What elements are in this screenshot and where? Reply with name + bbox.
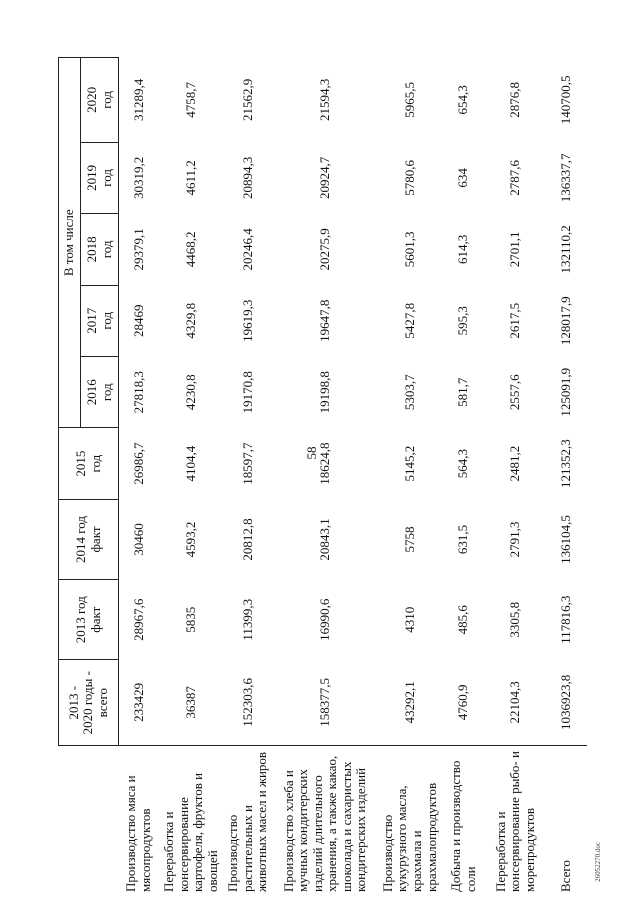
cell-value: 581,7 xyxy=(455,377,471,407)
cell-value: 31289,4 xyxy=(130,78,146,121)
row-label: Всего xyxy=(546,746,587,895)
cell-value: 43292,1 xyxy=(401,681,417,724)
cell-value: 136337,7 xyxy=(558,153,574,203)
cell-value: 18597,7 xyxy=(239,442,255,485)
cell-value: 20894,3 xyxy=(239,156,255,200)
table-row xyxy=(273,58,378,896)
cell-value: 128017,9 xyxy=(558,296,574,346)
header-2016-line1: 2016 xyxy=(83,379,99,406)
cell-value: 18624,8 xyxy=(316,442,332,485)
cell-value: 654,3 xyxy=(455,85,471,115)
cell-value: 30460 xyxy=(130,523,146,556)
cell-value: 11399,3 xyxy=(239,598,255,641)
cell-value: 2787,6 xyxy=(507,160,523,196)
cell-value: 36387 xyxy=(183,686,199,719)
cell-value: 5965,5 xyxy=(401,81,417,118)
header-2016-line2: год xyxy=(98,383,114,402)
header-2015-line1: 2015 xyxy=(72,450,88,477)
table-header xyxy=(59,58,119,896)
production-table xyxy=(58,57,587,895)
table-row xyxy=(485,58,546,896)
header-2017 xyxy=(81,285,119,356)
cell-value: 1036923,8 xyxy=(558,674,574,731)
cell-value: 233429 xyxy=(130,682,146,722)
table-row xyxy=(119,58,160,896)
row-label: Добыча и производство соли xyxy=(442,746,485,895)
cell-value: 140700,5 xyxy=(558,75,574,125)
cell-value: 614,3 xyxy=(455,234,471,264)
cell-value: 4611,2 xyxy=(183,160,199,196)
cell-value: 20843,1 xyxy=(316,518,332,561)
cell-value: 4329,8 xyxy=(183,302,199,339)
cell-value: 5601,3 xyxy=(401,231,417,268)
cell-value: 21562,9 xyxy=(239,78,255,121)
header-2018 xyxy=(81,214,119,285)
rotated-table-frame xyxy=(58,57,587,895)
cell-value: 132110,2 xyxy=(558,225,574,274)
cell-value: 2701,1 xyxy=(507,231,523,268)
cell-value: 5835 xyxy=(183,606,199,633)
cell-value: 5145,2 xyxy=(401,445,417,482)
header-2015-line2: год xyxy=(87,454,103,473)
cell-value: 117816,3 xyxy=(558,595,574,644)
header-total-line2: 2020 годы - xyxy=(80,671,96,735)
cell-value: 4468,2 xyxy=(183,231,199,268)
header-2013-line2: факт xyxy=(87,606,103,633)
cell-value: 20275,9 xyxy=(316,228,332,271)
header-2014-line2: факт xyxy=(87,526,103,553)
cell-value: 2617,5 xyxy=(507,302,523,339)
header-2019-line2: год xyxy=(98,169,114,187)
row-label: Производство хлеба и мучных кондитерских изделий длительного хранения, а также какао, шоколада и сахаристых кондитерских изделий xyxy=(273,746,378,895)
cell-value: 5303,7 xyxy=(401,374,417,411)
cell-value: 121352,3 xyxy=(558,439,574,489)
header-2020 xyxy=(81,58,119,143)
cell-value: 21594,3 xyxy=(316,78,332,121)
cell-value: 19647,8 xyxy=(316,299,332,342)
cell-value: 485,6 xyxy=(455,605,471,635)
row-label: Переработка и консервирование картофеля, фруктов и овощей xyxy=(159,746,224,895)
table-row-total xyxy=(546,58,587,896)
cell-value: 595,3 xyxy=(455,306,471,336)
cell-value: 16990,6 xyxy=(316,598,332,641)
cell-value: 4230,8 xyxy=(183,374,199,411)
cell-value: 19198,8 xyxy=(316,371,332,414)
cell-value: 125091,9 xyxy=(558,367,574,417)
cell-value: 2481,2 xyxy=(507,445,523,482)
cell-value: 19170,8 xyxy=(239,371,255,414)
header-including: В том числе xyxy=(59,58,81,428)
row-label: Производство кукурузного масла, крахмала и крахмалопродуктов xyxy=(378,746,443,895)
header-total xyxy=(59,660,119,746)
cell-value: 5427,8 xyxy=(401,302,417,339)
cell-value: 4760,9 xyxy=(455,684,471,721)
header-2016 xyxy=(81,357,119,428)
cell-value: 4104,4 xyxy=(183,445,199,482)
cell-value: 634 xyxy=(455,168,471,188)
cell-value: 2557,6 xyxy=(507,374,523,411)
cell-value: 29379,1 xyxy=(130,228,146,271)
header-2014-line1: 2014 год xyxy=(72,515,88,563)
cell-value: 3305,8 xyxy=(507,601,523,638)
row-label: Производство мяса и мясопродуктов xyxy=(119,746,160,895)
cell-value: 631,5 xyxy=(455,524,471,555)
header-total-line1: 2013 - xyxy=(65,685,81,720)
row-label: Производство растительных и животных масел и жиров xyxy=(224,746,273,895)
cell-value: 27818,3 xyxy=(130,371,146,414)
cell-value: 5758 xyxy=(401,526,417,553)
cell-value: 5780,6 xyxy=(401,160,417,196)
table-row xyxy=(224,58,273,896)
cell-value: 19619,3 xyxy=(239,299,255,342)
header-2019 xyxy=(81,142,119,213)
footer-file-code: 26052270.doc xyxy=(594,842,602,882)
table-body xyxy=(119,58,588,896)
header-total-line3: всего xyxy=(94,688,110,718)
cell-value: 20812,8 xyxy=(239,518,255,561)
header-2019-line1: 2019 xyxy=(83,164,99,191)
header-2014 xyxy=(59,499,119,579)
header-2013-line1: 2013 год xyxy=(72,596,88,644)
page-number: 58 xyxy=(304,446,319,460)
cell-value: 2791,3 xyxy=(507,521,523,558)
header-2018-line2: год xyxy=(98,240,114,259)
cell-value: 28967,6 xyxy=(130,598,146,641)
cell-value: 20924,7 xyxy=(316,156,332,200)
cell-value: 26986,7 xyxy=(130,442,146,485)
cell-value: 28469 xyxy=(130,304,146,338)
table-container xyxy=(58,57,587,895)
header-label-cell xyxy=(59,746,119,895)
table-row xyxy=(442,58,485,896)
header-2013 xyxy=(59,580,119,660)
header-2017-line2: год xyxy=(98,311,114,330)
cell-value: 2876,8 xyxy=(507,81,523,118)
row-label: Переработка и консервирование рыбо- и морепродуктов xyxy=(485,746,546,895)
header-2017-line1: 2017 xyxy=(83,307,99,334)
cell-value: 30319,2 xyxy=(130,156,146,200)
cell-value: 152303,6 xyxy=(239,678,255,727)
cell-value: 4310 xyxy=(401,606,417,633)
cell-value: 158377,5 xyxy=(316,678,332,727)
header-2015 xyxy=(59,428,119,499)
table-row xyxy=(378,58,443,896)
cell-value: 4593,2 xyxy=(183,521,199,558)
cell-value: 20246,4 xyxy=(239,228,255,271)
cell-value: 564,3 xyxy=(455,449,471,479)
table-row xyxy=(159,58,224,896)
header-2018-line1: 2018 xyxy=(83,236,99,263)
header-2020-line2: год xyxy=(98,90,114,109)
cell-value: 22104,3 xyxy=(507,681,523,724)
cell-value: 136104,5 xyxy=(558,515,574,564)
header-2020-line1: 2020 xyxy=(83,86,99,113)
cell-value: 4758,7 xyxy=(183,81,199,118)
